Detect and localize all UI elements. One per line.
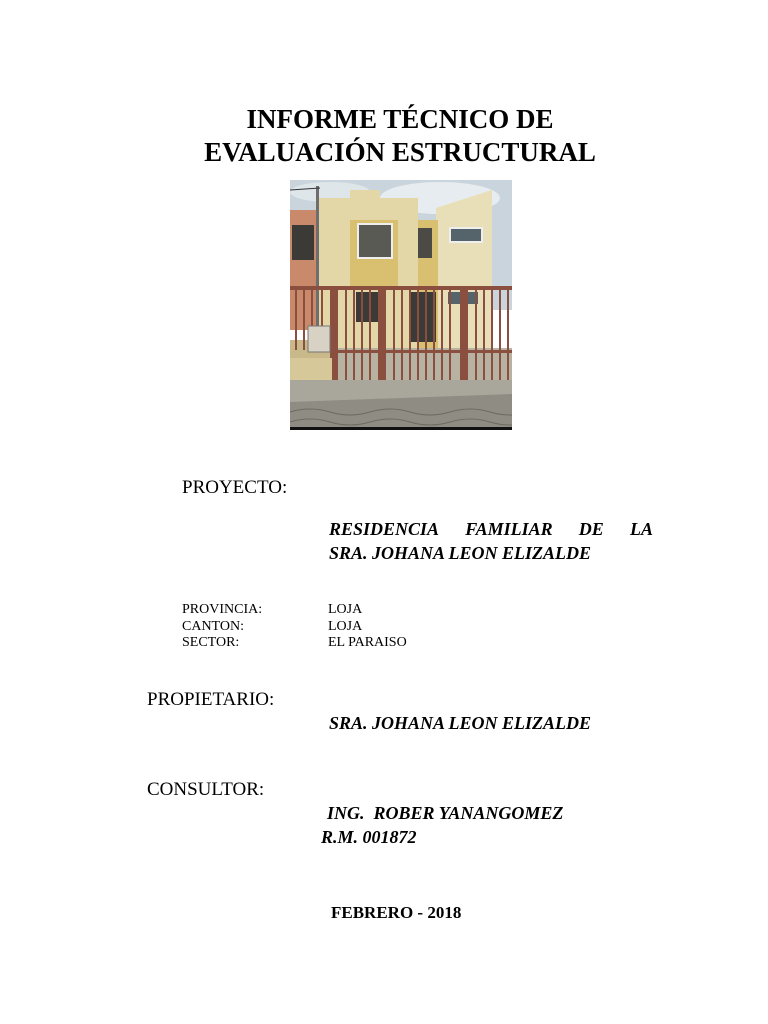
consultant-name: ING. ROBER YANANGOMEZ xyxy=(327,803,564,823)
project-name-line1 xyxy=(329,519,653,540)
consultant-label: CONSULTOR: xyxy=(147,779,265,800)
location-label-canton: CANTON: xyxy=(182,619,244,634)
location-value-sector: EL PARAISO xyxy=(328,635,407,650)
project-name-word: FAMILIAR xyxy=(465,519,553,539)
document-date: FEBRERO - 2018 xyxy=(331,903,462,922)
project-name-word: DE xyxy=(578,519,604,539)
location-value-province: LOJA xyxy=(328,602,363,617)
owner-name: SRA. JOHANA LEON ELIZALDE xyxy=(329,713,592,733)
location-label-province: PROVINCIA: xyxy=(182,602,263,617)
project-name-word: LA xyxy=(629,519,653,539)
project-name-line2: SRA. JOHANA LEON ELIZALDE xyxy=(329,543,592,563)
document-title-line1: INFORME TÉCNICO DE xyxy=(246,104,554,134)
house-photo xyxy=(290,180,512,430)
consultant-registration: R.M. 001872 xyxy=(321,827,417,847)
project-name-word: RESIDENCIA xyxy=(329,519,440,539)
owner-label: PROPIETARIO: xyxy=(147,689,275,710)
project-label: PROYECTO: xyxy=(182,477,288,498)
location-value-canton: LOJA xyxy=(328,619,363,634)
document-title-line2: EVALUACIÓN ESTRUCTURAL xyxy=(204,137,596,167)
location-label-sector: SECTOR: xyxy=(182,635,240,650)
